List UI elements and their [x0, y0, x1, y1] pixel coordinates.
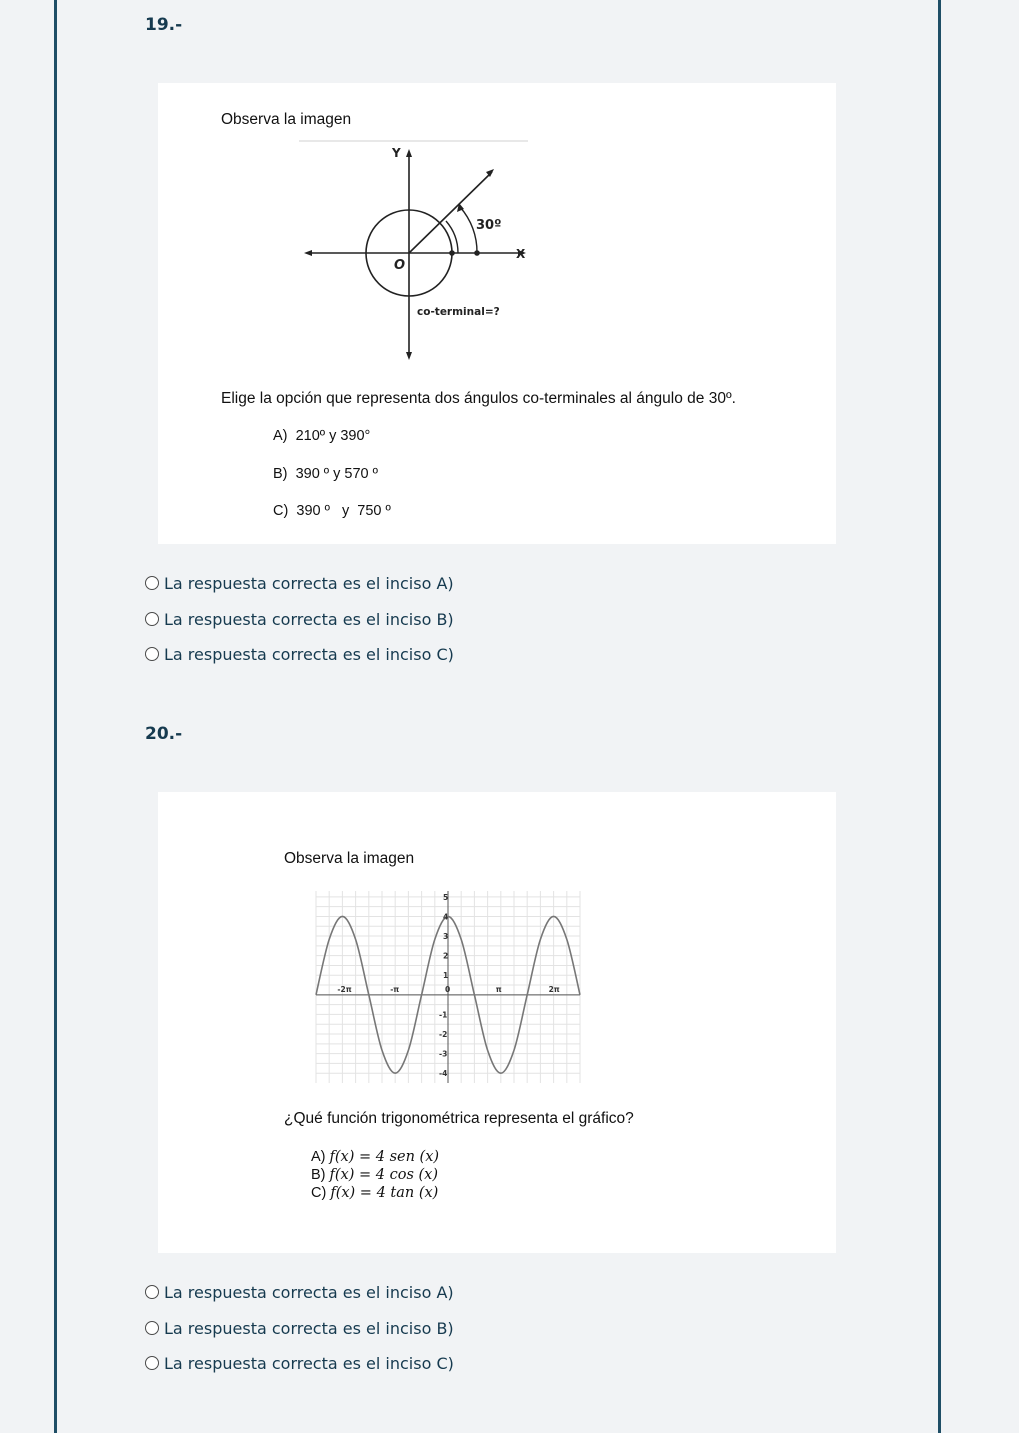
choice-b	[311, 1166, 438, 1184]
y-tick-label: -1	[439, 1010, 448, 1020]
page-border-left	[54, 0, 57, 1433]
answer-label: La respuesta correcta es el inciso C)	[164, 644, 454, 664]
cosine-graph	[308, 889, 586, 1089]
answer-option-c[interactable]	[145, 1352, 454, 1374]
choice-letter: C)	[311, 1185, 327, 1201]
choice-text: 390 º y 570 º	[295, 466, 378, 482]
radio-button[interactable]	[145, 1285, 159, 1299]
question-number: 19.-	[145, 15, 183, 35]
angle-arc	[460, 207, 477, 253]
choice-a	[311, 1148, 439, 1166]
answer-label: La respuesta correcta es el inciso B)	[164, 1318, 454, 1338]
choice-letter: A)	[311, 1149, 326, 1165]
y-axis-down-arrow	[406, 352, 412, 360]
question-card	[158, 83, 836, 544]
radio-button[interactable]	[145, 647, 159, 661]
graph-tick-labels	[337, 893, 559, 1078]
y-tick-label: 2	[443, 951, 449, 961]
answer-label: La respuesta correcta es el inciso C)	[164, 1353, 454, 1373]
x-axis-label: X	[516, 247, 526, 261]
answer-option-a[interactable]	[145, 1281, 454, 1303]
unit-circle-figure	[296, 139, 536, 369]
y-tick-label: -2	[439, 1030, 448, 1040]
choice-letter: C)	[273, 503, 289, 519]
answer-label: La respuesta correcta es el inciso B)	[164, 609, 454, 629]
answer-label: La respuesta correcta es el inciso A)	[164, 573, 454, 593]
y-axis-label: Y	[392, 146, 401, 160]
choice-c	[273, 503, 391, 519]
radio-button[interactable]	[145, 576, 159, 590]
y-tick-label: 4	[443, 912, 449, 922]
y-tick-label: -3	[439, 1049, 448, 1059]
prompt-text: Observa la imagen	[284, 850, 415, 867]
y-tick-label: 5	[443, 892, 449, 902]
x-tick-label: π	[495, 984, 502, 994]
x-tick-label: -2π	[337, 984, 352, 994]
radio-button[interactable]	[145, 1321, 159, 1335]
choice-formula: f(x) = 4 tan (x)	[330, 1185, 439, 1201]
question-text: Elige la opción que representa dos ángulos co-terminales al ángulo de 30º.	[221, 390, 736, 407]
x-tick-label: 0	[445, 984, 451, 994]
x-axis-left-arrow	[304, 250, 312, 256]
radio-button[interactable]	[145, 1356, 159, 1370]
answer-label: La respuesta correcta es el inciso A)	[164, 1282, 454, 1302]
question-number: 20.-	[145, 724, 183, 744]
choice-b	[273, 466, 378, 482]
y-tick-label: 1	[443, 971, 449, 981]
choice-text: 210º y 390°	[295, 428, 371, 444]
answer-option-b[interactable]	[145, 608, 454, 630]
answer-option-a[interactable]	[145, 572, 454, 594]
prompt-text: Observa la imagen	[221, 111, 352, 128]
answer-option-c[interactable]	[145, 643, 454, 665]
choice-formula: f(x) = 4 cos (x)	[329, 1167, 438, 1183]
x-tick-label: 2π	[548, 984, 560, 994]
question-text: ¿Qué función trigonométrica representa el gráfico?	[284, 1110, 634, 1127]
y-tick-label: 3	[443, 932, 449, 942]
radio-button[interactable]	[145, 612, 159, 626]
circle-point	[449, 250, 455, 256]
x-tick-label: -π	[390, 984, 400, 994]
answer-option-b[interactable]	[145, 1317, 454, 1339]
choice-letter: A)	[273, 428, 288, 444]
question-card	[158, 792, 836, 1253]
choice-letter: B)	[273, 466, 288, 482]
choice-a	[273, 428, 370, 444]
origin-label: O	[394, 258, 406, 273]
coterminal-label: co-terminal=?	[417, 306, 500, 318]
y-tick-label: -4	[439, 1069, 448, 1079]
page-border-right	[938, 0, 941, 1433]
y-axis-up-arrow	[406, 149, 412, 157]
choice-text: 390 º y 750 º	[296, 503, 391, 519]
choice-formula: f(x) = 4 sen (x)	[329, 1149, 440, 1165]
choice-c	[311, 1184, 438, 1202]
angle-label: 30º	[476, 218, 502, 233]
choice-letter: B)	[311, 1167, 326, 1183]
arc-point	[474, 250, 480, 256]
